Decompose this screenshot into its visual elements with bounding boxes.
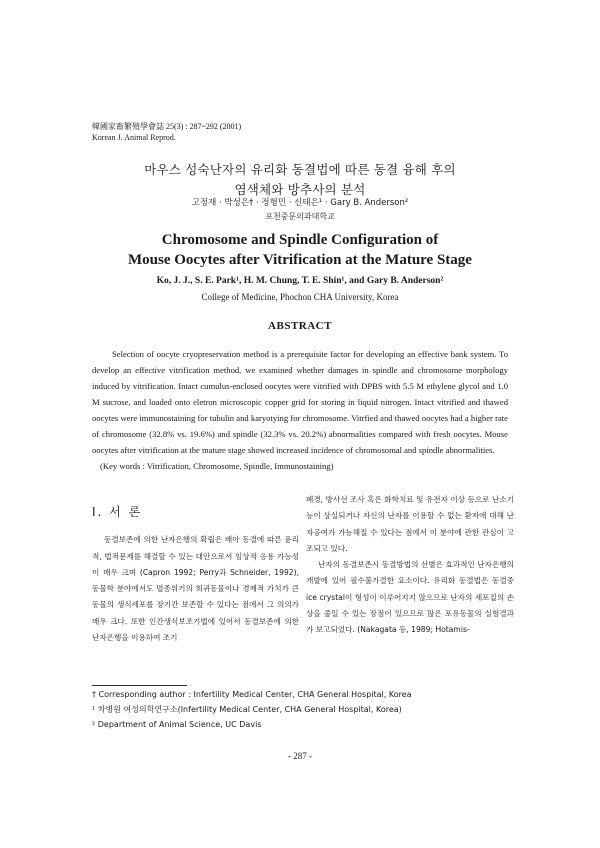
intro-paragraph-1: 동결보존에 의한 난자은행의 확립은 배아 동결에 따른 윤리적, 법적문제를 해결할 수 있는 대안으로서 임상적 응용 가능성이 매우 크며 (Capron 1992; Perry과 Schneider, 1992), 동물학 분야에서도 멸종위기의 희귀동물이나 경제적 가치가 큰 동물의 생식세포를 장기간 보존할 수 있다는 점에서 그 의의가 매우 크다. 또한 인간생식보조기법에 있어서 동결보존에 의한 난자은행을 이용하여 조기 xyxy=(92,535,299,643)
english-title-line1: Chromosome and Spindle Configuration of xyxy=(161,232,439,248)
english-title-line2: Mouse Oocytes after Vitrification at the Mature Stage xyxy=(128,252,472,268)
abstract-keywords: (Key words : Vitrification, Chromosome, Spindle, Immunostaining) xyxy=(100,461,334,471)
korean-authors: 고정재 · 박성은† · 정형민 · 신태은¹ · Gary B. Anderson² xyxy=(191,198,409,208)
english-affiliation: College of Medicine, Phochon CHA University, Korea xyxy=(201,292,399,302)
intro-paragraph-2: 난자의 동결보존시 동결방법의 선별은 효과적인 난자은행의 개발에 있어 필수불가결한 요소이다. 유리화 동결법은 동결중 ice crystal이 형성이 이루어지지 않으므로 난자의 세포질의 손상을 줄일 수 있는 장점이 있으므로 많은 포유동물의 실험결과가 보고되었다. (Nakagata 등, 1989; Hotamis- xyxy=(306,560,514,635)
footnote-corresponding: † Corresponding author : Infertility Medical Center, CHA General Hospital, Korea xyxy=(92,690,412,699)
korean-affiliation: 포천중문의과대학교 xyxy=(265,212,335,221)
journal-citation xyxy=(92,121,241,143)
korean-title-line1: 마우스 성숙난자의 유리화 동결법에 따른 동결 융해 후의 xyxy=(144,162,456,177)
section-heading-introduction: Ⅰ. 서 론 xyxy=(92,505,143,519)
intro-paragraph-1-continued: 폐경, 방사선 조사 혹은 화학치료 및 유전자 이상 등으로 난소기능이 상실되거나 자신의 난자를 이용할 수 없는 환자에 대해 난자공여가 가능해질 수 있다는 점에서 이 분야에 관한 관심이 고조되고 있다. xyxy=(306,495,514,553)
korean-title-line2: 염색체와 방추사의 분석 xyxy=(234,182,366,197)
journal-line-english: Korean J. Animal Reprod. xyxy=(92,133,176,142)
body-left-column xyxy=(92,492,299,646)
page-number: - 287 - xyxy=(288,751,312,761)
footnote-affiliation-2: ² Department of Animal Science, UC Davis xyxy=(92,720,262,729)
footnote-rule xyxy=(92,685,187,686)
journal-line-korean: 韓國家畜繁殖學會誌 25(3) : 287~292 (2001) xyxy=(92,122,242,131)
abstract-heading: ABSTRACT xyxy=(268,320,332,332)
english-authors: Ko, J. J., S. E. Park¹, H. M. Chung, T. E. Shin¹, and Gary B. Anderson² xyxy=(156,276,444,286)
footnote-affiliation-1: ¹ 차병원 여성의학연구소(Infertility Medical Center, CHA General Hospital, Korea) xyxy=(92,705,402,714)
body-right-column xyxy=(306,492,514,639)
abstract-block xyxy=(92,346,508,474)
abstract-body: Selection of oocyte cryopreservation method is a prerequisite factor for developing an effective bank system. To develop an effective vitrification method, we examined whether damages in spindle and chromosome morphology induced by vitrification. Intact cumulus-enclosed oocytes were vitrified with DPBS with 5.5 M ethylene glycol and 1.0 M sucrose, and loaded onto eletron microscopic copper grid for storing in liquid nitrogen. Intact vitrified and thawed oocytes were immunostaining for tubulin and karyotying for chromosome. Vitrfied and thawed oocytes had a higher rate of chromosome (32.8% vs. 19.6%) and spindle (32.3% vs. 20.2%) abnormalities compared with fresh oocytes. Mouse oocytes after vitrification at the mature stage showed increased incidence of chromosomal and spindle abnormalities. xyxy=(92,349,508,455)
